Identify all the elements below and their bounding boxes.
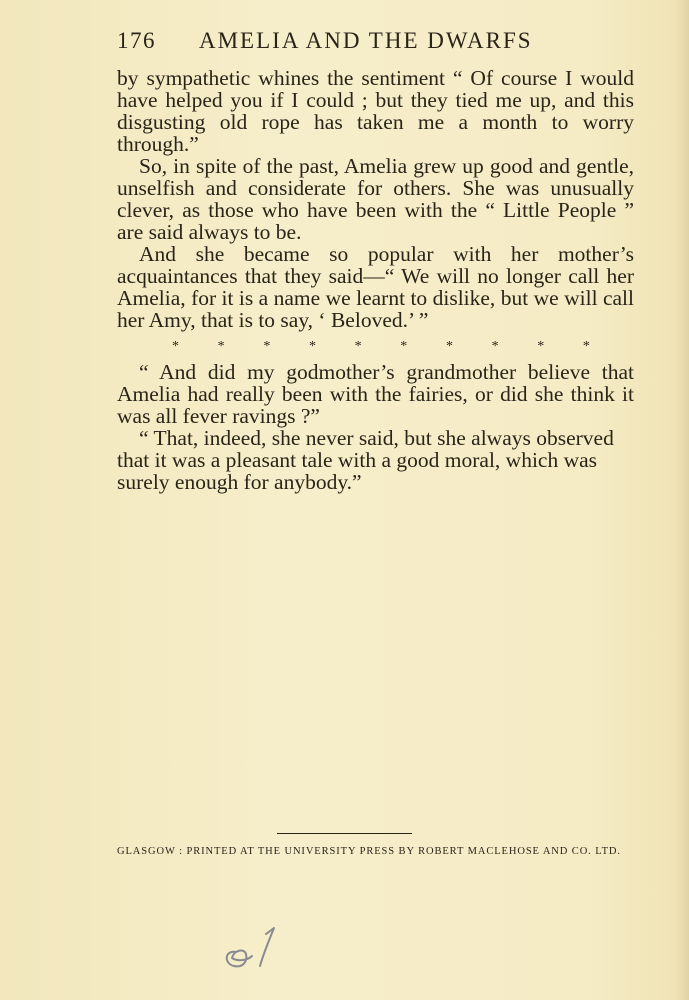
paragraph: And she became so popular with her mother’s acquaintances that they said—“ We will no longer call her Amelia, for it is a name we learnt to dislike, but we will call her Amy, that is to say, ‘ Beloved.’ ” [117,242,634,332]
running-header [117,28,637,58]
asterisk: * [263,339,271,354]
asterisk: * [491,339,499,354]
page-edge-shadow [675,0,689,1000]
asterisk: * [354,339,362,354]
page-body [117,67,634,493]
paragraph: by sympathetic whines the sentiment “ Of course I would have helped you if I could ; but they tied me up, and this disgusting old rope has taken me a month to worry through.” [117,66,634,156]
running-title: AMELIA AND THE DWARFS [199,28,533,53]
asterisk: * [217,339,225,354]
page-number: 176 [117,28,156,53]
handwritten-pencil-mark [218,922,280,972]
asterisk: * [172,339,179,354]
printer-imprint: GLASGOW : PRINTED AT THE UNIVERSITY PRESS BY ROBERT MACLEHOSE AND CO. LTD. [117,846,621,857]
section-break [172,337,590,357]
paragraph: So, in spite of the past, Amelia grew up good and gentle, unselfish and considerate for others. She was unusually clever, as those who have been with the “ Little People ” are said always to be. [117,154,634,244]
paragraph: “ That, indeed, she never said, but she always observed that it was a pleasant tale with a good moral, which was surely enough for anybody.” [117,426,614,494]
imprint-rule [277,833,412,834]
asterisk: * [582,339,590,354]
asterisk: * [400,339,408,354]
paragraph: “ And did my godmother’s grandmother believe that Amelia had really been with the fairies, or did she think it was all fever ravings ?” [117,360,634,428]
asterisk: * [308,339,316,354]
asterisk: * [445,339,453,354]
asterisk: * [537,339,545,354]
